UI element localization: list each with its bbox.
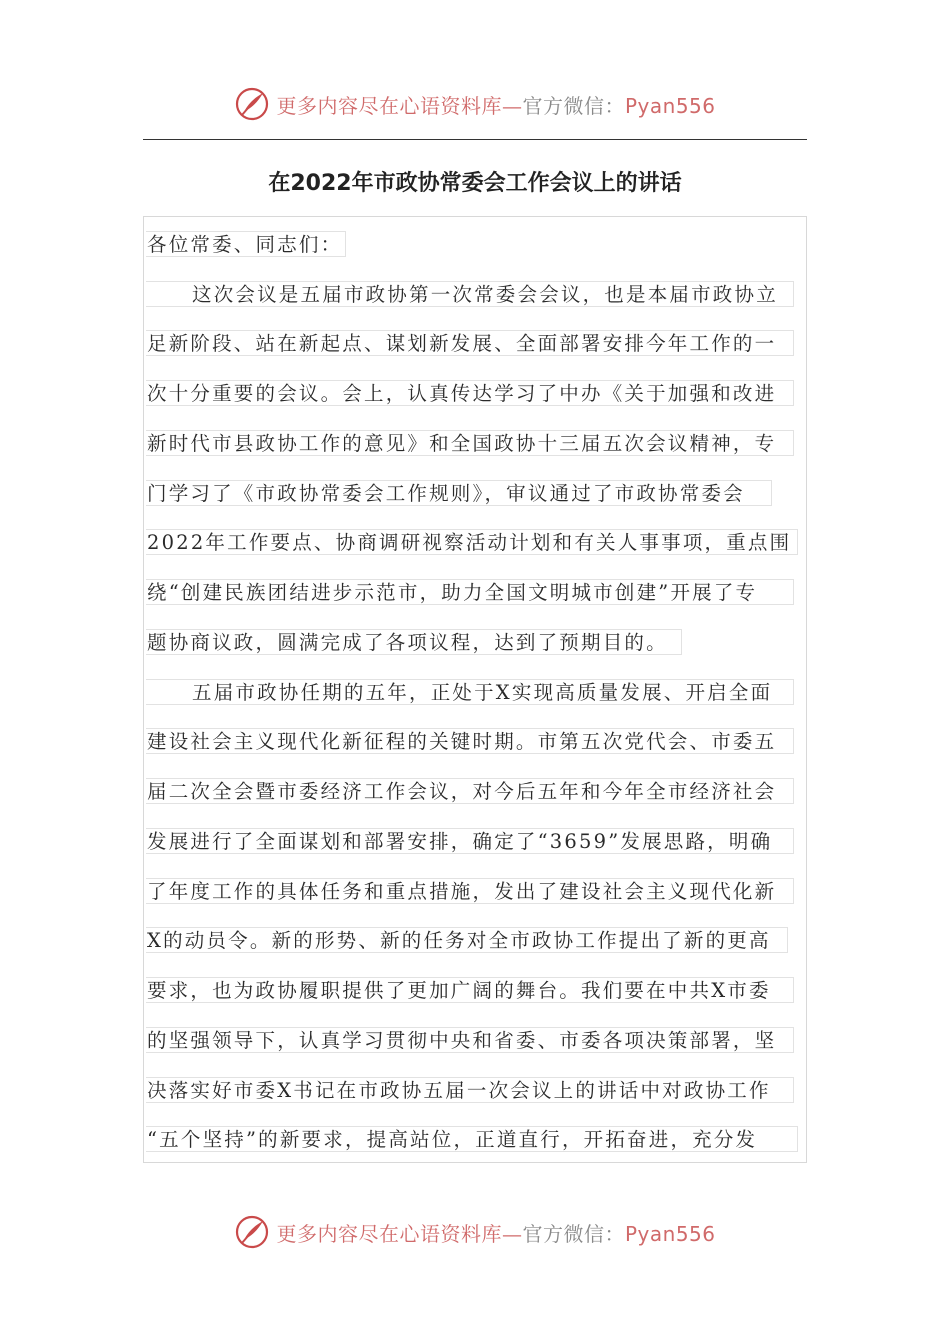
footer-banner-text: 更多内容尽在心语资料库—官方微信：Pyan556: [276, 1221, 716, 1246]
text-line: 次十分重要的会议。会上，认真传达学习了中办《关于加强和改进: [146, 380, 794, 406]
header-banner-text: 更多内容尽在心语资料库—官方微信：Pyan556: [276, 93, 716, 118]
text-line: 要求，也为政协履职提供了更加广阔的舞台。我们要在中共X市委: [146, 977, 794, 1003]
text-line: 这次会议是五届市政协第一次常委会会议，也是本届市政协立: [146, 281, 794, 307]
header-banner: [0, 84, 950, 124]
text-line: “五个坚持”的新要求，提高站位，正道直行，开拓奋进，充分发: [146, 1126, 798, 1152]
text-line: 新时代市县政协工作的意见》和全国政协十三届五次会议精神，专: [146, 430, 794, 456]
text-line: 了年度工作的具体任务和重点措施，发出了建设社会主义现代化新: [146, 878, 794, 904]
text-line: 足新阶段、站在新起点、谋划新发展、全面部署安排今年工作的一: [146, 330, 794, 356]
text-line: 2022年工作要点、协商调研视察活动计划和有关人事事项，重点围: [146, 529, 798, 555]
text-line: X的动员令。新的形势、新的任务对全市政协工作提出了新的更高: [146, 927, 788, 953]
text-line: 绕“创建民族团结进步示范市，助力全国文明城市创建”开展了专: [146, 579, 794, 605]
quill-logo-icon: [234, 86, 270, 122]
text-line: 届二次全会暨市委经济工作会议，对今后五年和今年全市经济社会: [146, 778, 794, 804]
quill-logo-icon: [234, 1214, 270, 1250]
text-line: 题协商议政，圆满完成了各项议程，达到了预期目的。: [146, 629, 682, 655]
document-title: 在2022年市政协常委会工作会议上的讲话: [268, 171, 682, 196]
text-line: 发展进行了全面谋划和部署安排，确定了“3659”发展思路，明确: [146, 828, 794, 854]
salutation-line: 各位常委、同志们：: [146, 231, 346, 257]
text-line: 建设社会主义现代化新征程的关键时期。市第五次党代会、市委五: [146, 728, 794, 754]
text-line: 五届市政协任期的五年，正处于X实现高质量发展、开启全面: [146, 679, 794, 705]
text-line: 决落实好市委X书记在市政协五届一次会议上的讲话中对政协工作: [146, 1077, 794, 1103]
text-line: 的坚强领导下，认真学习贯彻中央和省委、市委各项决策部署，坚: [146, 1027, 794, 1053]
header-rule: [143, 139, 807, 140]
footer-banner: [0, 1212, 950, 1252]
text-line: 门学习了《市政协常委会工作规则》，审议通过了市政协常委会: [146, 480, 772, 506]
